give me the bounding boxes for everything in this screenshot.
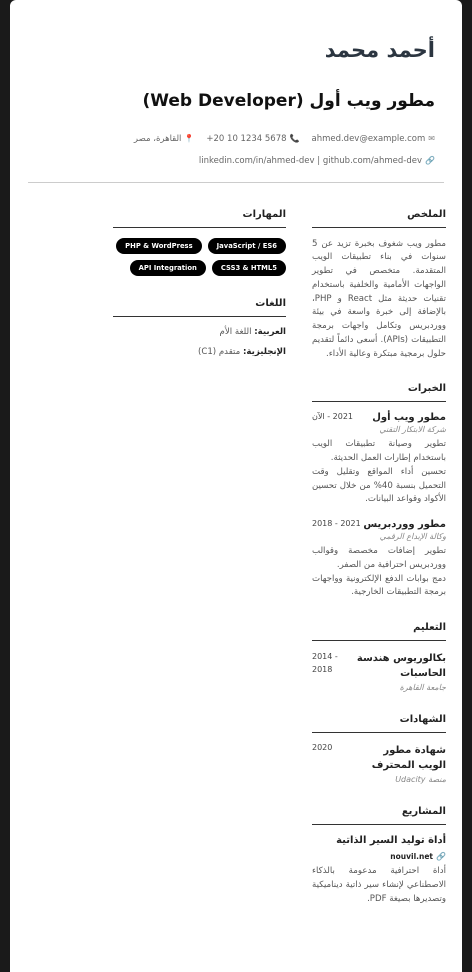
language-item	[113, 347, 286, 357]
email-text: ahmed.dev@example.com	[311, 133, 426, 144]
experience-desc-line: تطوير وصيانة تطبيقات الويب باستخدام إطارات العمل الحديثة.	[312, 439, 446, 464]
language-name: العربية:	[254, 326, 286, 337]
email-item[interactable]	[311, 134, 435, 144]
certs-title: الشهادات	[312, 714, 446, 733]
phone-text: +20 10 1234 5678	[206, 133, 287, 144]
link-icon: 🔗	[425, 156, 435, 166]
university-name: جامعة القاهرة	[399, 683, 446, 693]
language-name: الإنجليزية:	[242, 346, 286, 357]
education-title: التعليم	[312, 622, 446, 641]
degree-title: بكالوريوس هندسة الحاسبات	[356, 653, 446, 680]
main-column	[312, 209, 446, 929]
side-column	[113, 209, 286, 929]
project-title: أداة توليد السير الذاتية	[336, 835, 446, 847]
links-text: linkedin.com/in/ahmed-dev | github.com/ahmed-dev	[198, 155, 423, 166]
phone-item[interactable]	[206, 134, 299, 144]
experience-item	[312, 412, 446, 507]
resume-page	[10, 0, 462, 972]
project-link-text: nouvil.net	[390, 852, 434, 862]
skills-title: المهارات	[113, 209, 286, 228]
experience-desc-line: دمج بوابات الدفع الإلكترونية وواجهات برمجة التطبيقات الخارجية.	[312, 573, 446, 598]
experience-date: 2021 - الآن	[312, 412, 353, 422]
location-item	[134, 134, 195, 144]
skill-tag: CSS3 & HTML5	[212, 260, 286, 276]
languages-section	[113, 298, 286, 357]
experience-desc-line: تطوير إضافات مخصصة وقوالب ووردبريس احترافية من الصفر.	[312, 546, 446, 570]
skill-tag: API Integration	[130, 260, 206, 276]
skill-tag: JavaScript / ES6	[208, 238, 286, 254]
full-name: أحمد محمد	[324, 38, 435, 62]
summary-title: الملخص	[312, 209, 446, 228]
contact-row	[37, 134, 435, 144]
languages-title: اللغات	[113, 298, 286, 317]
project-desc: أداة احترافية مدعومة بالذكاء الاصطناعي لإنشاء سير ذاتية ديناميكية وتصديرها بصيغة PDF.	[312, 866, 446, 904]
education-section	[312, 622, 446, 692]
summary-text: مطور ويب شغوف بخبرة تزيد عن 5 سنوات في بناء تطبيقات الويب المتقدمة. متخصص في تطوير الواجهات الأمامية والخلفية باستخدام تقنيات حديثة مثل React و PHP، بالإضافة إلى خبرة واسعة في بيئة ووردبريس وتكامل واجهات برمجة التطبيقات (APIs). أسعى دائماً لتقديم حلول برمجية مبتكرة وعالية الأداء.	[312, 238, 446, 359]
resume-header	[10, 0, 462, 166]
language-item	[113, 327, 286, 337]
email-icon: ✉	[428, 134, 435, 144]
projects-section	[312, 806, 446, 906]
skills-section	[113, 209, 286, 276]
cert-issuer: منصة Udacity	[395, 775, 446, 785]
experience-company: شركة الابتكار التقني	[379, 425, 446, 435]
experience-company: وكالة الإبداع الرقمي	[379, 532, 446, 542]
skill-tag: PHP & WordPress	[116, 238, 202, 254]
experience-date: 2018 - 2021	[312, 519, 361, 529]
project-link[interactable]	[312, 852, 446, 861]
link-icon: 🔗	[436, 852, 446, 862]
experience-title: الخبرات	[312, 383, 446, 402]
summary-section	[312, 209, 446, 362]
cert-date: 2020	[312, 743, 333, 753]
experience-item	[312, 519, 446, 600]
header-divider	[28, 182, 444, 183]
job-role: مطور ويب أول (Web Developer)	[142, 91, 435, 112]
certs-section	[312, 714, 446, 784]
projects-title: المشاريع	[312, 806, 446, 825]
content-columns	[10, 209, 462, 929]
location-text: القاهرة، مصر	[133, 133, 182, 144]
profile-links[interactable]	[37, 156, 435, 166]
education-date: 2014 - 2018	[312, 652, 338, 674]
experience-job-title: مطور ويب أول	[372, 412, 446, 424]
skills-tags	[113, 238, 286, 276]
language-level: اللغة الأم	[219, 326, 252, 337]
location-pin-icon: 📍	[184, 134, 195, 144]
experience-section	[312, 383, 446, 600]
experience-job-title: مطور ووردبريس	[363, 519, 446, 531]
cert-title: شهادة مطور الويب المحترف	[371, 745, 446, 772]
language-level: متقدم (C1)	[197, 346, 241, 357]
experience-desc-line: تحسين أداء المواقع وتقليل وقت التحميل بنسبة 40% من خلال تحسين الأكواد وقواعد البيانات.	[312, 466, 446, 505]
phone-icon: 📞	[289, 134, 300, 144]
